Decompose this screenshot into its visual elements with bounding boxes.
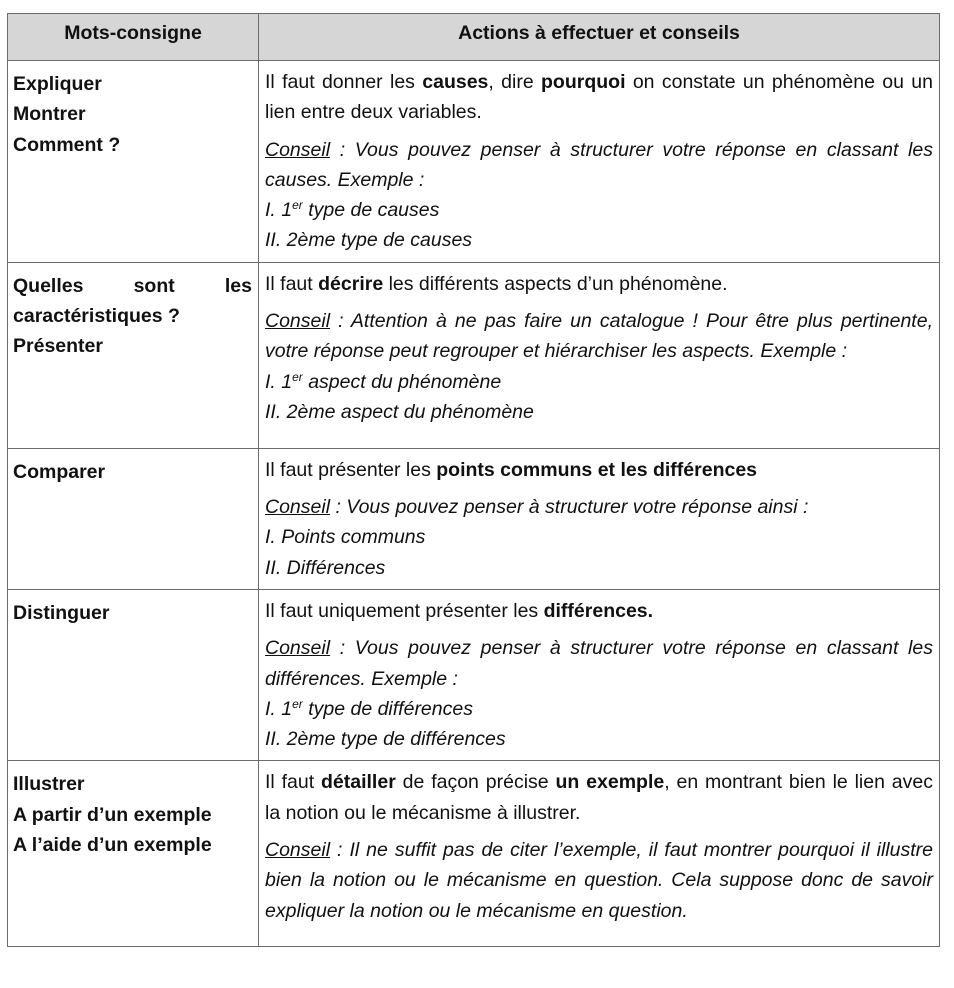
action-text: Il faut uniquement présenter les différences. <box>265 599 654 622</box>
action-text: Il faut détailler de façon précise un exemple, en montrant bien le lien avec la notion ou le mécanisme à illustrer. <box>265 771 933 824</box>
keyword-cell <box>8 61 259 263</box>
list-item: I. Points communs <box>265 526 426 549</box>
keyword: Quelles sont les <box>13 274 252 297</box>
action-text: Il faut donner les causes, dire pourquoi on constate un phénomène ou un lien entre deux variables. <box>265 71 933 124</box>
list-item: II. 2ème aspect du phénomène <box>265 400 534 423</box>
advice-text: Conseil : Il ne suffit pas de citer l’exemple, il faut montrer pourquoi il illustre bien la notion ou le mécanisme en question. Cela suppose donc de savoir expliquer la notion ou le mécanisme en question. <box>265 839 933 922</box>
keyword-cell <box>8 262 259 448</box>
action-cell <box>259 589 940 760</box>
keyword-cell <box>8 761 259 947</box>
action-text: Il faut décrire les différents aspects d’un phénomène. <box>265 272 728 295</box>
advice-label: Conseil <box>265 839 331 862</box>
advice-label: Conseil <box>265 138 331 161</box>
action-text: Il faut présenter les points communs et les différences <box>265 458 758 481</box>
advice-label: Conseil <box>265 637 331 660</box>
list-item: I. 1er type de différences <box>265 696 473 720</box>
header-actions: Actions à effectuer et conseils <box>259 14 940 61</box>
list-item: II. 2ème type de causes <box>265 229 473 252</box>
table-row <box>8 761 940 947</box>
instruction-words-table <box>7 13 940 947</box>
keyword: A l’aide d’un exemple <box>13 834 212 857</box>
keyword: Comparer <box>13 460 106 483</box>
action-cell <box>259 448 940 589</box>
keyword-cell <box>8 448 259 589</box>
advice-label: Conseil <box>265 496 331 519</box>
advice-text: Conseil : Attention à ne pas faire un catalogue ! Pour être plus pertinente, votre réponse peut regrouper et hiérarchiser les aspects. Exemple : <box>265 310 933 363</box>
table-header-row <box>8 14 940 61</box>
keyword-cell <box>8 589 259 760</box>
action-cell <box>259 761 940 947</box>
advice-text: Conseil : Vous pouvez penser à structurer votre réponse en classant les différences. Exemple : <box>265 637 933 690</box>
list-item: II. Différences <box>265 556 386 579</box>
table-row <box>8 448 940 589</box>
keyword: Distinguer <box>13 601 110 624</box>
advice-text: Conseil : Vous pouvez penser à structurer votre réponse en classant les causes. Exemple : <box>265 138 933 191</box>
keyword: Montrer <box>13 103 86 126</box>
table-row <box>8 262 940 448</box>
list-item: I. 1er aspect du phénomène <box>265 369 502 393</box>
keyword: Comment ? <box>13 133 121 156</box>
table-row <box>8 61 940 263</box>
advice-text: Conseil : Vous pouvez penser à structurer votre réponse ainsi : <box>265 496 809 519</box>
keyword: Illustrer <box>13 773 85 796</box>
advice-label: Conseil <box>265 310 331 333</box>
action-cell <box>259 262 940 448</box>
keyword: caractéristiques ? <box>13 305 180 328</box>
header-keywords: Mots-consigne <box>8 14 259 61</box>
keyword: A partir d’un exemple <box>13 803 212 826</box>
list-item: I. 1er type de causes <box>265 198 440 222</box>
list-item: II. 2ème type de différences <box>265 728 506 751</box>
keyword: Expliquer <box>13 73 102 95</box>
keyword: Présenter <box>13 335 103 358</box>
table-row <box>8 589 940 760</box>
action-cell <box>259 61 940 263</box>
